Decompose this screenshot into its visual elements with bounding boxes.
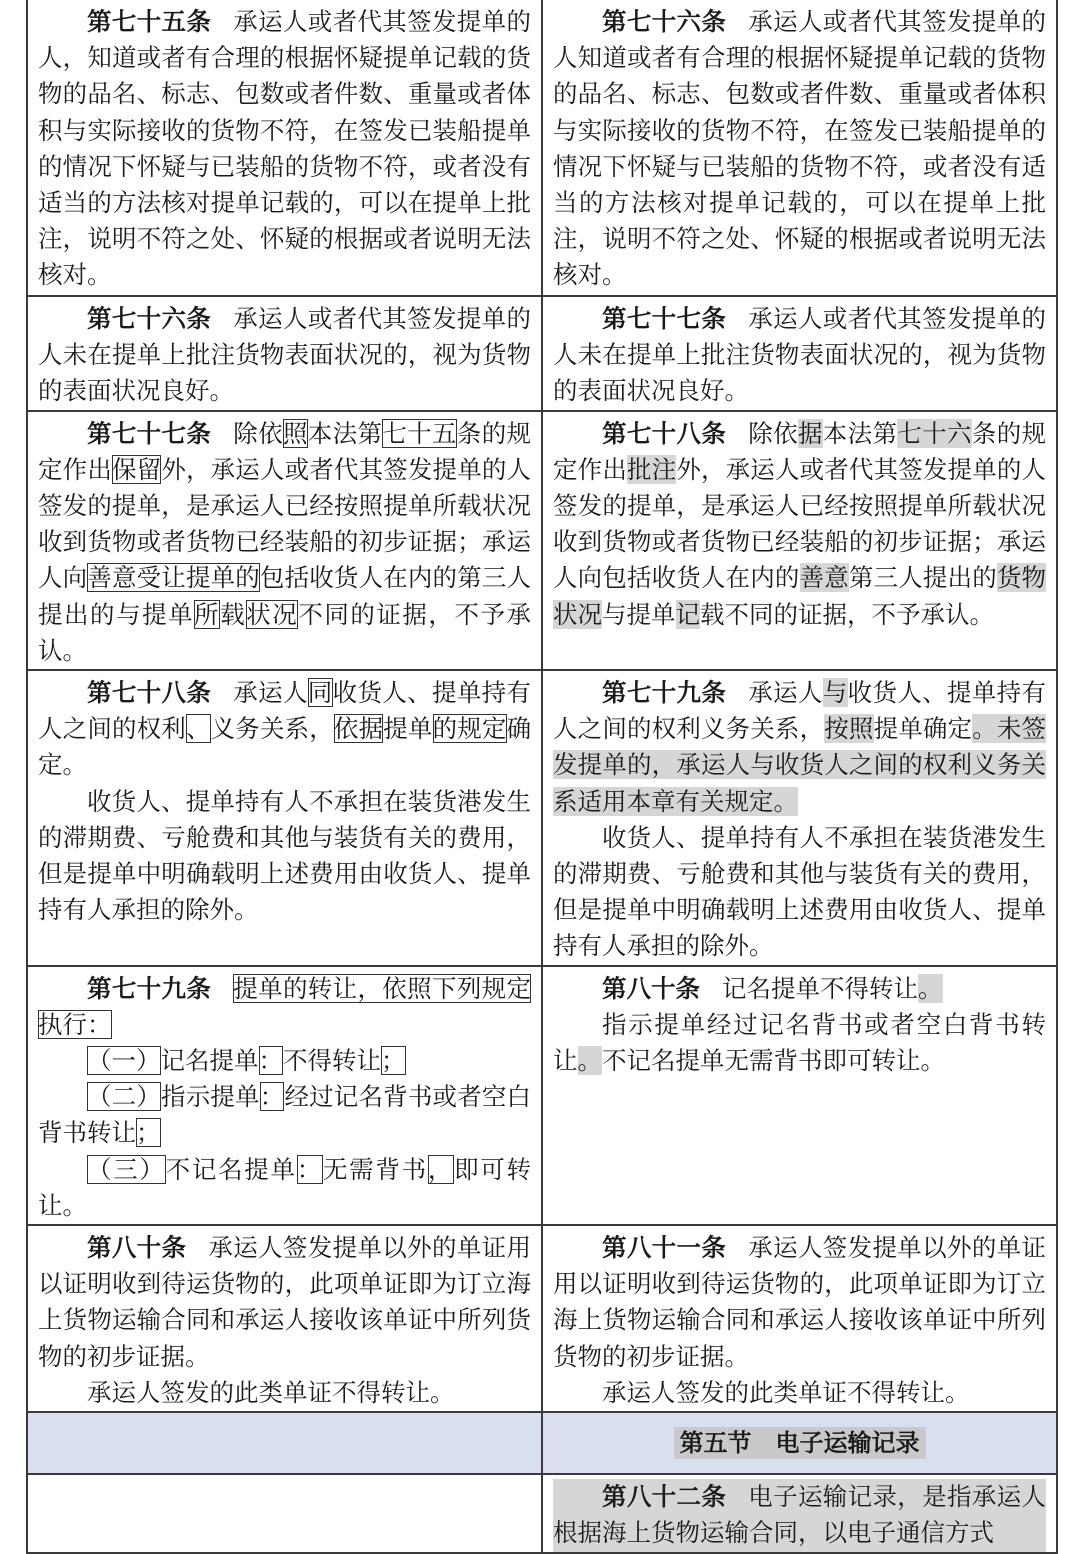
boxed-change: 善意受让提单的 [87,563,260,593]
text-run: 承运人 [233,678,308,708]
right-cell [542,1412,1057,1474]
text-run: 除依 [748,418,798,448]
text-run: 提单 [383,714,433,744]
right-cell [542,670,1057,966]
list-item [38,1079,531,1151]
left-cell [27,411,542,670]
highlighted-change: 。未签发提单的，承运人与收货人之间的权利义务关系适用本章有关规定。 [553,714,1047,816]
text-run: 经过记名背书或者空白背书转让 [38,1082,532,1148]
article-number: 第七十八条 [602,418,727,448]
highlighted-change: 。 [918,973,943,1003]
article-number: 第七十八条 [87,678,212,708]
left-cell [27,1412,542,1474]
boxed-change: 同 [307,678,333,708]
boxed-change: 依据 [333,714,384,744]
boxed-change: ： [296,1154,323,1184]
table-row [27,296,1057,411]
text-run: 与提单 [602,599,676,629]
article-number: 第七十九条 [87,973,212,1003]
right-cell [542,411,1057,670]
text-run: 承运人 [748,678,823,708]
text-run: 载不同的证据，不予承认。 [700,599,994,629]
text-run: 条的规定作出 [553,418,1047,484]
highlighted-change: 据 [797,418,823,448]
left-cell [27,296,542,411]
table-row [27,411,1057,670]
left-cell [27,0,542,296]
article-number: 第七十五条 [87,7,212,36]
article-number: 第八十一条 [602,1233,727,1263]
comparison-table [26,0,1058,1554]
text-run: 提单确定 [873,714,973,744]
text-run: 包括收货人在内的第三人提出的与提单 [38,563,532,629]
item-number: （二） [87,1082,162,1112]
table-row [27,1225,1057,1412]
highlighted-change: 货物状况 [553,563,1047,629]
left-cell [27,1474,542,1552]
text-run: 第三人提出的 [848,563,997,593]
text-run: 外，承运人或者代其签发提单的人签发的提单，是承运人已经按照提单所载状况收到货物或者货物已经装船的初步证据；承运人向包括收货人在内的 [553,454,1047,593]
table-row [27,966,1057,1225]
section-title: 第五节 电子运输记录 [674,1427,926,1459]
boxed-change: ， [427,1154,455,1184]
paragraph: 承运人签发的此类单证不得转让。 [87,1377,455,1407]
left-cell [27,966,542,1225]
highlighted-change: 善意 [799,563,849,593]
text-run: 不得转让 [283,1046,381,1076]
article-text: 电子运输记录，是指承运人根据海上货物运输合同，以电子通信方式 [553,1482,1047,1548]
table-row [27,670,1057,966]
boxed-change: 所 [194,599,221,629]
article-number: 第七十七条 [602,304,727,333]
right-cell [542,296,1057,411]
boxed-change: 提单的转让，依照下列规定执行： [38,973,532,1039]
right-cell [542,1474,1057,1552]
item-number: （一） [87,1046,161,1076]
highlighted-change: 。 [577,1046,602,1076]
table-row [27,0,1057,296]
left-cell [27,1225,542,1412]
left-cell [27,670,542,966]
article-text: 承运人签发提单以外的单证用以证明收到待运货物的，此项单证即为订立海上货物运输合同和承运人接收该单证中所列货物的初步证据。 [38,1233,532,1371]
text-run: 记名提单 [160,1046,259,1076]
item-number: （三） [87,1154,166,1184]
right-cell [542,0,1057,296]
text-run: 记名提单不得转让 [722,973,919,1003]
highlighted-change: 七十六 [897,418,972,448]
section-row [27,1412,1057,1474]
paragraph: 收货人、提单持有人不承担在装货港发生的滞期费、亏舱费和其他与装货有关的费用，但是提单中明确载明上述费用由收货人、提单持有人承担的除外。 [38,786,531,925]
paragraph: 承运人签发的此类单证不得转让。 [602,1377,970,1407]
text-run: 无需背书 [322,1154,428,1184]
text-run: 除依 [233,418,283,448]
text-run: 不同的证据，不予承认。 [38,599,532,665]
boxed-change: 照 [282,418,308,448]
boxed-change: 的规定 [432,714,507,744]
article-number: 第八十条 [87,1233,187,1263]
boxed-change: ： [259,1082,285,1112]
text-run: 外，承运人或者代其签发提单的人签发的提单，是承运人已经按照提单所载状况收到货物或者货物已经装船的初步证据；承运人向 [38,454,532,593]
text-run: 不记名提单无需背书即可转让。 [602,1046,945,1076]
article-number: 第七十九条 [602,678,727,708]
text-run: 不记名提单 [165,1154,297,1184]
text-run: 指示提单 [161,1082,260,1112]
text-run: 义务关系， [210,714,334,744]
text-run: 即可转让。 [38,1154,531,1220]
text-run: 条的规定作出 [38,418,532,484]
boxed-change: ； [381,1046,406,1076]
list-item [38,1043,531,1079]
text-run: 载 [220,599,247,629]
article-text: 承运人或者代其签发提单的人未在提单上批注货物表面状况的，视为货物的表面状况良好。 [553,304,1047,406]
article-text: 承运人或者代其签发提单的人，知道或者有合理的根据怀疑提单记载的货物的品名、标志、包数或者件数、重量或者体积与实际接收的货物不符，在签发已装船提单的情况下怀疑与已装船的货物不符，或者没有适当的方法核对提单记载的，可以在提单上批注，说明不符之处、怀疑的根据或者说明无法核对。 [38,7,532,290]
article-text: 承运人签发提单以外的单证用以证明收到待运货物的，此项单证即为订立海上货物运输合同和承运人接收该单证中所列货物的初步证据。 [553,1233,1047,1371]
text-run: 本法第 [307,418,383,448]
article-number: 第七十六条 [87,304,212,333]
list-item [38,1152,531,1224]
table-row [27,1474,1057,1552]
text-run: 指示提单经过记名背书或者空白背书转让 [553,1009,1046,1076]
paragraph: 收货人、提单持有人不承担在装货港发生的滞期费、亏舱费和其他与装货有关的费用，但是提单中明确载明上述费用由收货人、提单持有人承担的除外。 [553,822,1046,961]
highlighted-change: 记 [675,599,700,629]
highlighted-change: 按照 [824,714,874,744]
text-run: 确定。 [38,714,532,780]
boxed-change: 七十五 [382,418,457,448]
boxed-change: 、 [185,714,211,744]
right-cell [542,1225,1057,1412]
text-run: 收货人、提单持有人之间的权利 [38,678,532,744]
text-run: 本法第 [822,418,898,448]
highlighted-change: 与 [822,678,848,708]
article-number: 第八十条 [602,973,700,1003]
article-text: 承运人或者代其签发提单的人未在提单上批注货物表面状况的，视为货物的表面状况良好。 [38,304,532,406]
article-number: 第八十二条 [602,1482,727,1512]
article-number: 第七十六条 [602,7,727,36]
boxed-change: 保留 [111,454,162,484]
boxed-change: ： [258,1046,283,1076]
article-text: 承运人或者代其签发提单的人知道或者有合理的根据怀疑提单记载的货物的品名、标志、包数或者件数、重量或者体积与实际接收的货物不符，在签发已装船提单的情况下怀疑与已装船的货物不符，或者没有适当的方法核对提单记载的，可以在提单上批注，说明不符之处、怀疑的根据或者说明无法核对。 [553,7,1047,290]
right-cell [542,966,1057,1225]
text-run: 收货人、提单持有人之间的权利义务关系， [553,678,1047,744]
article-number: 第七十七条 [87,418,212,448]
boxed-change: 状况 [246,599,299,629]
highlighted-change: 批注 [626,454,677,484]
boxed-change: ； [136,1118,161,1148]
